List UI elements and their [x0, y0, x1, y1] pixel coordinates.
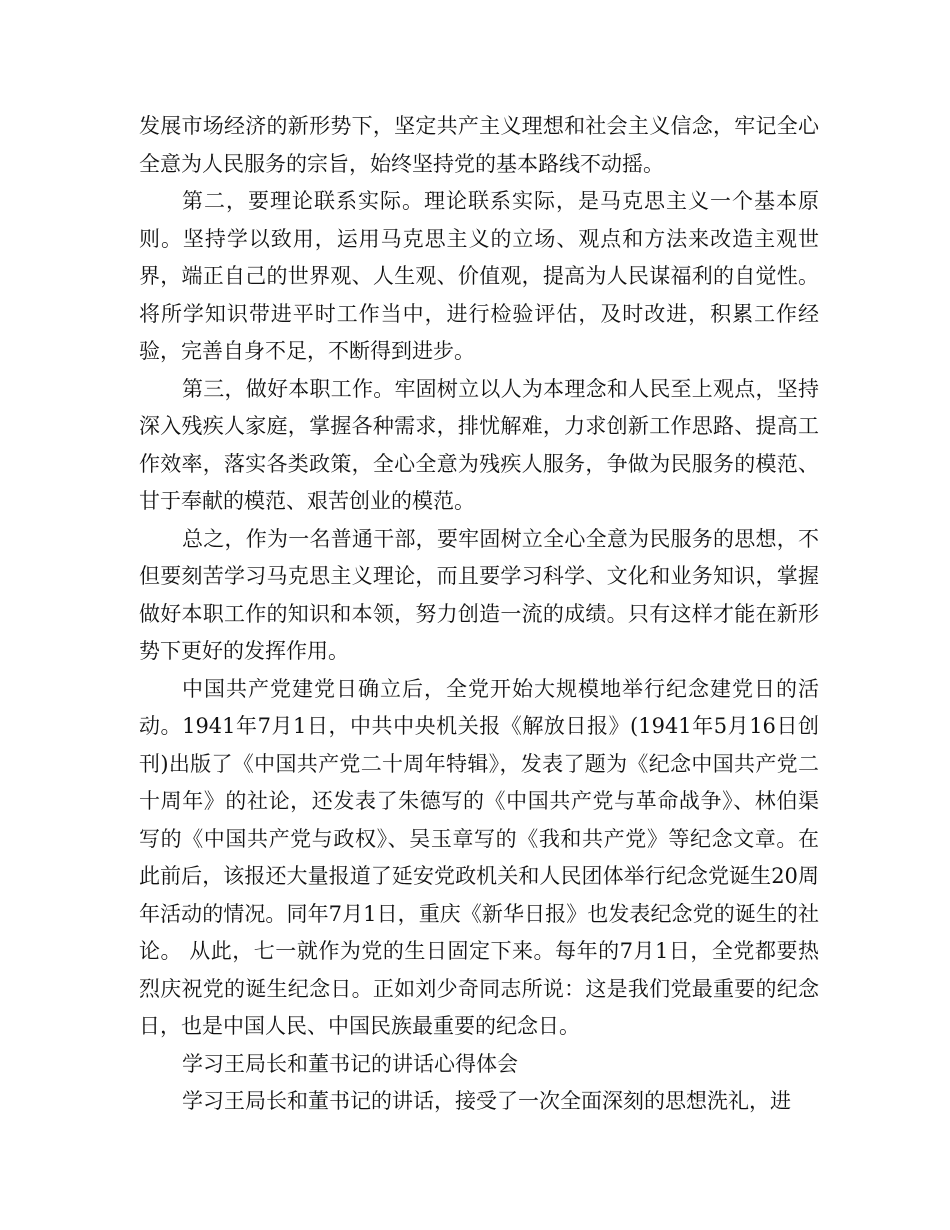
paragraph-2: 第二，要理论联系实际。理论联系实际，是马克思主义一个基本原则。坚持学以致用，运用马克思主义的立场、观点和方法来改造主观世界，端正自己的世界观、人生观、价值观，提高为人民谋福利的自觉性。将所学知识带进平时工作当中，进行检验评估，及时改进，积累工作经验，完善自身不足，不断得到进步。	[139, 189, 819, 363]
section-heading: 学习王局长和董书记的讲话心得体会	[182, 1051, 519, 1076]
paragraph-5: 中国共产党建党日确立后，全党开始大规模地举行纪念建党日的活动。1941年7月1日，中共中央机关报《解放日报》(1941年5月16日创刊)出版了《中国共产党二十周年特辑》，发表了题为《纪念中国共产党二十周年》的社论，还发表了朱德写的《中国共产党与革命战争》、林伯渠写的《中国共产党与政权》、吴玉章写的《我和共产党》等纪念文章。在此前后，该报还大量报道了延安党政机关和人民团体举行纪念党诞生20周年活动的情况。同年7月1日，重庆《新华日报》也发表纪念党的诞生的社论。 从此，七一就作为党的生日固定下来。每年的7月1日，全党都要热烈庆祝党的诞生纪念日。正如刘少奇同志所说：这是我们党最重要的纪念日，也是中国人民、中国民族最重要的纪念日。	[139, 676, 819, 1038]
document-page	[139, 108, 819, 1121]
paragraph-1: 发展市场经济的新形势下，坚定共产主义理想和社会主义信念，牢记全心全意为人民服务的宗旨，始终坚持党的基本路线不动摇。	[139, 114, 819, 176]
paragraph-4: 总之，作为一名普通干部，要牢固树立全心全意为民服务的思想，不但要刻苦学习马克思主义理论，而且要学习科学、文化和业务知识，掌握做好本职工作的知识和本领，努力创造一流的成绩。只有这样才能在新形势下更好的发挥作用。	[139, 526, 819, 663]
paragraph-7: 学习王局长和董书记的讲话，接受了一次全面深刻的思想洗礼，进	[182, 1089, 792, 1113]
paragraph-3: 第三，做好本职工作。牢固树立以人为本理念和人民至上观点，坚持深入残疾人家庭，掌握各种需求，排忧解难，力求创新工作思路、提高工作效率，落实各类政策，全心全意为残疾人服务，争做为民服务的模范、甘于奉献的模范、艰苦创业的模范。	[139, 376, 819, 513]
